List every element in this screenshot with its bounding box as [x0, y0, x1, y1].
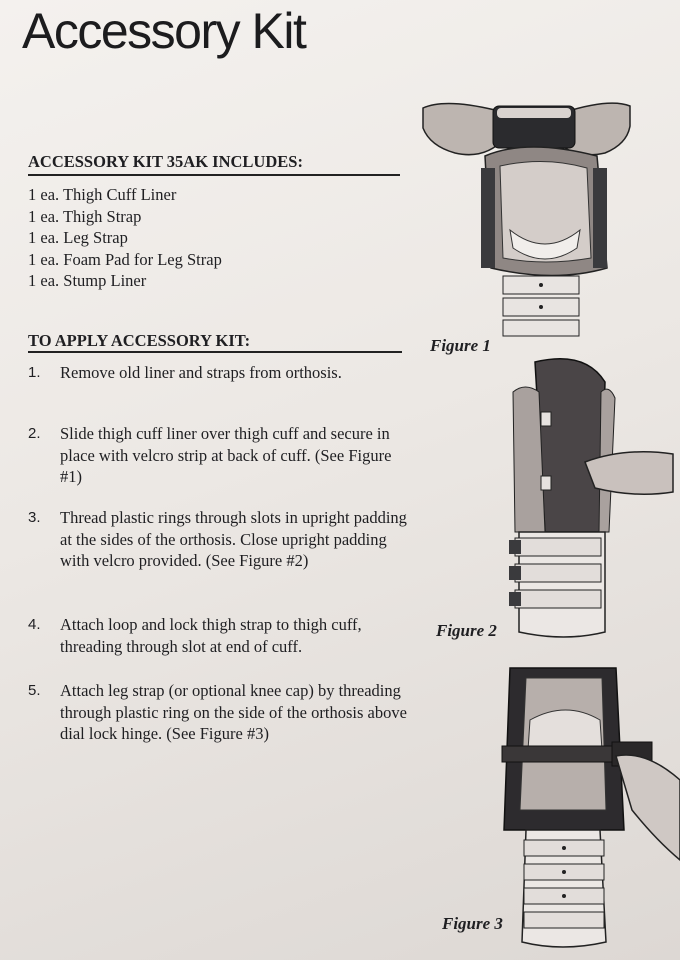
list-item: 1 ea. Foam Pad for Leg Strap [28, 249, 222, 269]
includes-heading: ACCESSORY KIT 35AK INCLUDES: [28, 152, 303, 171]
figure-caption: Figure 3 [442, 914, 503, 933]
step-text: Attach leg strap (or optional knee cap) by threading through plastic ring on the side of the orthosis above dial lock hinge. (See Figure #3) [60, 681, 407, 743]
figure-caption: Figure 1 [430, 336, 491, 355]
includes-list [28, 184, 222, 292]
step-text: Remove old liner and straps from orthosis. [60, 363, 342, 382]
figure-caption: Figure 2 [436, 621, 497, 640]
page-title: Accessory Kit [22, 3, 306, 59]
list-item: 1 ea. Leg Strap [28, 228, 128, 247]
step-text: Attach loop and lock thigh strap to thigh cuff, threading through slot at end of cuff. [60, 615, 362, 656]
list-item: 1 ea. Thigh Strap [28, 206, 142, 226]
step-number: 5. [28, 682, 41, 699]
apply-heading: TO APPLY ACCESSORY KIT: [28, 331, 251, 350]
apply-rule [28, 351, 402, 353]
includes-rule [28, 174, 400, 176]
step-number: 2. [28, 425, 41, 442]
orthosis-padding-illustration [505, 352, 675, 642]
list-item: 1 ea. Stump Liner [28, 271, 147, 290]
list-item: 1 ea. Thigh Cuff Liner [28, 185, 177, 204]
step-text: Thread plastic rings through slots in upright padding at the sides of the orthosis. Close upright padding with velcro provided. (See Figure #2) [60, 508, 407, 570]
step-text: Slide thigh cuff liner over thigh cuff and secure in place with velcro strip at back of cuff. (See Figure #1) [60, 424, 392, 486]
step-number: 3. [28, 509, 41, 526]
step-number: 4. [28, 616, 41, 633]
step-number: 1. [28, 364, 41, 381]
orthosis-strap-illustration [496, 660, 680, 950]
orthosis-liner-illustration [415, 98, 640, 338]
